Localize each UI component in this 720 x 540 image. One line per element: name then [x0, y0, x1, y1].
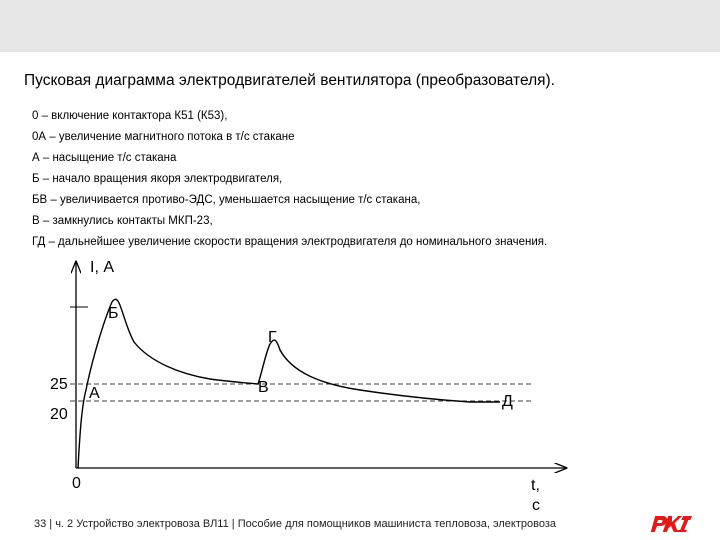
legend-item: БВ – увеличивается противо-ЭДС, уменьшается насыщение т/с стакана, — [32, 194, 421, 206]
legend-item: В – замкнулись контакты МКП-23, — [32, 215, 213, 227]
page-title: Пусковая диаграмма электродвигателей вентилятора (преобразователя). — [24, 72, 555, 89]
y-tick-label-25: 25 — [50, 376, 68, 393]
point-label-a: А — [89, 385, 100, 402]
point-label-d: Д — [502, 393, 513, 410]
point-label-v: В — [258, 379, 269, 396]
y-tick-label-20: 20 — [50, 406, 68, 423]
x-axis-label-t: t, — [531, 477, 540, 494]
point-label-g: Г — [268, 329, 277, 346]
origin-label: 0 — [72, 475, 81, 492]
legend-item: 0А – увеличение магнитного потока в т/с стакане — [32, 131, 295, 143]
legend-item: ГД – дальнейшее увеличение скорости вращения электродвигателя до номинального значения. — [32, 236, 548, 248]
y-axis-label: I, А — [90, 259, 115, 276]
legend-item: А – насыщение т/с стакана — [32, 152, 177, 164]
x-axis-label-c: c — [532, 497, 540, 514]
point-label-b: Б — [108, 305, 119, 322]
rzd-logo — [648, 512, 696, 539]
footer-caption: 33 | ч. 2 Устройство электровоза ВЛ11 | Пособие для помощников машиниста тепловоза, электровоза — [34, 518, 556, 530]
rzd-logo-icon — [648, 512, 696, 534]
legend-item: 0 – включение контактора К51 (К53), — [32, 110, 228, 122]
legend-item: Б – начало вращения якоря электродвигателя, — [32, 173, 283, 185]
